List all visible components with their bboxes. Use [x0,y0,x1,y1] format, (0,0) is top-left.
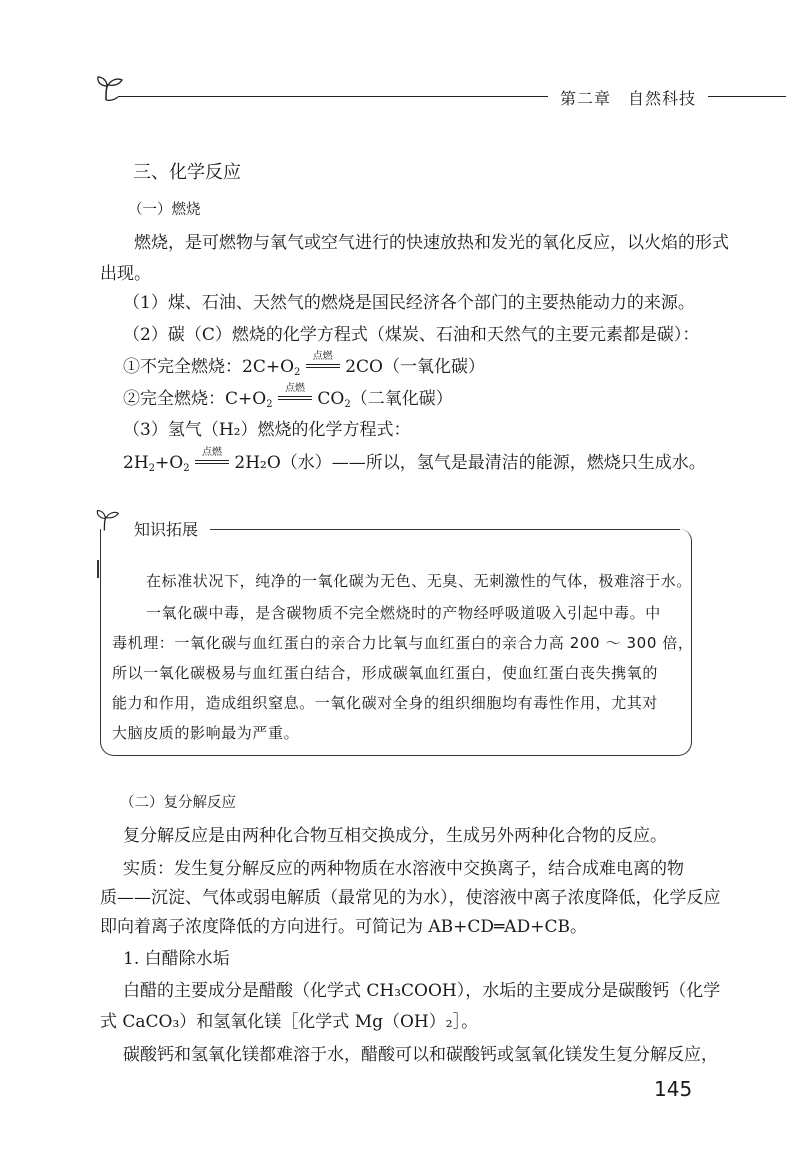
subheading-vinegar: 1. 白醋除水垢 [123,949,230,969]
subheading-combustion: （一）燃烧 [128,202,201,218]
page-number: 145 [654,1077,693,1101]
sprout-icon [92,74,126,104]
reaction-arrow: 点燃 [278,388,312,406]
paragraph: 式 CaCO₃）和氢氧化镁［化学式 Mg（OH）₂］。 [100,1012,479,1032]
box-title: 知识拓展 [134,520,199,539]
subheading-double-decomposition: （二）复分解反应 [120,795,236,811]
paragraph: 白醋的主要成分是醋酸（化学式 CH₃COOH），水垢的主要成分是碳酸钙（化学 [123,981,721,1001]
paragraph: （3）氢气（H₂）燃烧的化学方程式： [123,420,411,440]
reaction-arrow: 点燃 [195,452,229,470]
header-title: 第二章 自然科技 [560,89,697,108]
equation-hydrogen-combustion: $2H_2+O_2$ 点燃 2H₂O（水）——所以，氢气是最清洁的能源，燃烧只生成水。 [123,447,706,474]
reaction-arrow: 点燃 [306,356,340,374]
paragraph: 复分解反应是由两种化合物互相交换成分，生成另外两种化合物的反应。 [123,826,667,846]
paragraph: （2）碳（C）燃烧的化学方程式（煤炭、石油和天然气的主要元素都是碳）： [123,325,700,345]
paragraph: 质——沉淀、气体或弱电解质（最常见的为水），使溶液中离子浓度降低，化学反应 [100,888,721,908]
box-line: 在标准状况下，纯净的一氧化碳为无色、无臭、无刺激性的气体，极难溶于水。 [146,572,693,590]
box-line: 所以一氧化碳极易与血红蛋白结合，形成碳氧血红蛋白，使血红蛋白丧失携氧的 [112,664,659,682]
paragraph: 碳酸钙和氢氧化镁都难溶于水，醋酸可以和碳酸钙或氢氧化镁发生复分解反应， [123,1045,718,1065]
paragraph: （1）煤、石油、天然气的燃烧是国民经济各个部门的主要热能动力的来源。 [123,293,695,313]
equation-complete-combustion: ②完全燃烧：$C+O_2$ 点燃 $CO_2$（二氧化碳） [123,383,453,410]
box-line: 一氧化碳中毒，是含碳物质不完全燃烧时的产物经呼吸道吸入引起中毒。中 [146,604,661,622]
paragraph: 燃烧，是可燃物与氧气或空气进行的快速放热和发光的氧化反应，以火焰的形式 [134,233,729,253]
paragraph: 即向着离子浓度降低的方向进行。可简记为 AB+CD═AD+CB。 [100,917,587,937]
paragraph: 实质：发生复分解反应的两种物质在水溶液中交换离子，结合成难电离的物 [123,859,684,879]
paragraph: 出现。 [100,264,151,284]
box-line: 大脑皮质的影响最为严重。 [112,724,300,742]
section-heading: 三、化学反应 [133,162,241,183]
box-line: 能力和作用，造成组织窒息。一氧化碳对全身的组织细胞均有毒性作用，尤其对 [112,694,659,712]
equation-incomplete-combustion: ①不完全燃烧：$2C+O_2$ 点燃 2CO（一氧化碳） [123,351,485,378]
box-line: 毒机理：一氧化碳与血红蛋白的亲合力比氧与血红蛋白的亲合力高 200 ～ 300 倍， [112,634,694,652]
